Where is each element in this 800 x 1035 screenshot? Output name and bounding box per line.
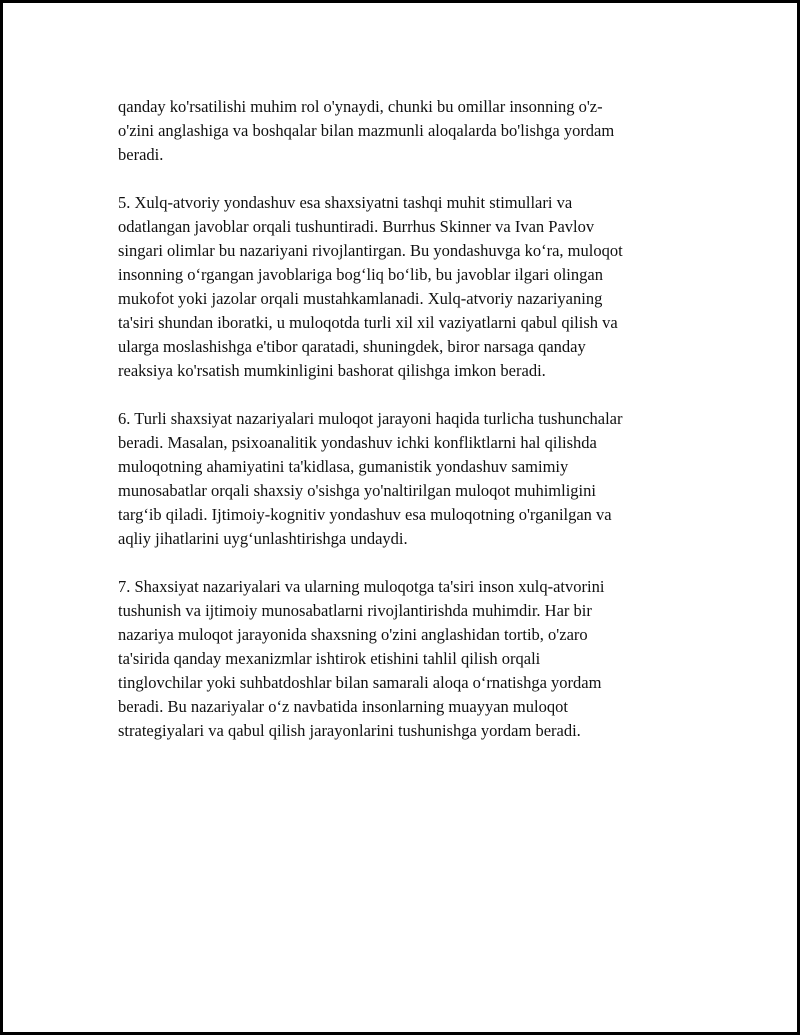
text-line: targ‘ib qiladi. Ijtimoiy-kognitiv yondashuv esa muloqotning o'rganilgan va (118, 505, 612, 524)
text-line: o'zini anglashiga va boshqalar bilan mazmunli aloqalarda bo'lishga yordam (118, 121, 615, 140)
text-line: ta'siri shundan iboratki, u muloqotda turli xil xil vaziyatlarni qabul qilish va (118, 313, 618, 332)
document-body (118, 95, 698, 767)
text-line: nazariya muloqot jarayonida shaxsning o'zini anglashidan tortib, o'zaro (118, 625, 588, 644)
text-line: tushunish va ijtimoiy munosabatlarni rivojlantirishda muhimdir. Har bir (118, 601, 592, 620)
paragraph-continuation (118, 95, 698, 167)
text-line: singari olimlar bu nazariyani rivojlantirgan. Bu yondashuvga ko‘ra, muloqot (118, 241, 623, 260)
text-line: ta'sirida qanday mexanizmlar ishtirok etishini tahlil qilish orqali (118, 649, 541, 668)
text-line: munosabatlar orqali shaxsiy o'sishga yo'naltirilgan muloqot muhimligini (118, 481, 596, 500)
text-line: odatlangan javoblar orqali tushuntiradi. Burrhus Skinner va Ivan Pavlov (118, 217, 595, 236)
text-line: aqliy jihatlarini uyg‘unlashtirishga undaydi. (118, 529, 408, 548)
paragraph-5-behavioral (118, 191, 698, 383)
paragraph-6-theories (118, 407, 698, 551)
paragraph-7-conclusion (118, 575, 698, 743)
text-line: 6. Turli shaxsiyat nazariyalari muloqot jarayoni haqida turlicha tushunchalar (118, 409, 623, 428)
text-line: qanday ko'rsatilishi muhim rol o'ynaydi, chunki bu omillar insonning o'z- (118, 97, 603, 116)
text-line: ularga moslashishga e'tibor qaratadi, shuningdek, biror narsaga qanday (118, 337, 586, 356)
text-line: mukofot yoki jazolar orqali mustahkamlanadi. Xulq-atvoriy nazariyaning (118, 289, 603, 308)
text-line: insonning o‘rgangan javoblariga bog‘liq bo‘lib, bu javoblar ilgari olingan (118, 265, 603, 284)
text-line: muloqotning ahamiyatini ta'kidlasa, gumanistik yondashuv samimiy (118, 457, 569, 476)
text-line: 7. Shaxsiyat nazariyalari va ularning muloqotga ta'siri inson xulq-atvorini (118, 577, 605, 596)
text-line: reaksiya ko'rsatish mumkinligini bashorat qilishga imkon beradi. (118, 361, 546, 380)
text-line: beradi. Masalan, psixoanalitik yondashuv ichki konfliktlarni hal qilishda (118, 433, 597, 452)
text-line: strategiyalari va qabul qilish jarayonlarini tushunishga yordam beradi. (118, 721, 581, 740)
text-line: 5. Xulq-atvoriy yondashuv esa shaxsiyatni tashqi muhit stimullari va (118, 193, 573, 212)
text-line: beradi. (118, 145, 164, 164)
text-line: tinglovchilar yoki suhbatdoshlar bilan samarali aloqa o‘rnatishga yordam (118, 673, 602, 692)
text-line: beradi. Bu nazariyalar o‘z navbatida insonlarning muayyan muloqot (118, 697, 568, 716)
